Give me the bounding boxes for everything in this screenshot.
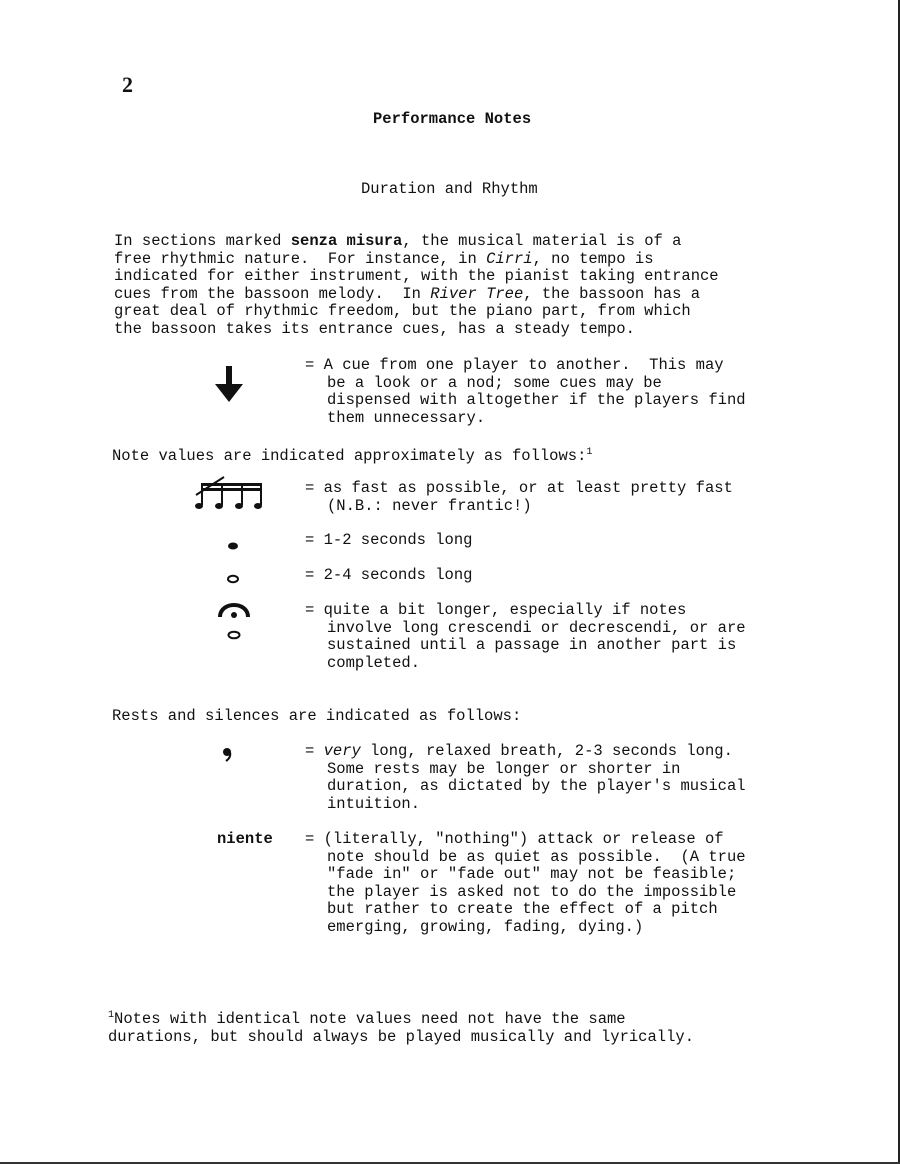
filled-notehead-icon: [226, 540, 240, 552]
fermata-definition: = quite a bit longer, especially if notes involve long crescendi or decrescendi, or are sustained until a passage in another part is completed.: [305, 601, 746, 672]
cue-definition: = A cue from one player to another. This may be a look or a nod; some cues may be dispensed with altogether if the players find them unnecessary.: [305, 356, 746, 427]
niente-term: niente: [217, 830, 273, 848]
intro-line-5: great deal of rhythmic freedom, but the piano part, from which: [114, 302, 691, 320]
intro-line-6: the bassoon takes its entrance cues, has a steady tempo.: [114, 319, 635, 338]
footnote: $^1$Notes with identical note values need not have the same durations, but should always be played musically and lyrically.: [108, 1010, 694, 1046]
breath-mark-icon: [220, 746, 236, 764]
page-number: 2: [122, 72, 133, 97]
footnote-marker: 1: [586, 447, 593, 458]
breath-definition: = very long, relaxed breath, 2-3 seconds long. Some rests may be longer or shorter in duration, as dictated by the player's musical intuition.: [305, 742, 746, 813]
open-notehead-icon: [226, 573, 240, 585]
down-arrow-icon: [212, 364, 246, 404]
intro-line-1: In sections marked senza misura, the musical material is of a: [114, 232, 682, 250]
rests-intro: Rests and silences are indicated as follows:: [112, 707, 522, 725]
intro-line-3: indicated for either instrument, with the pianist taking entrance: [114, 267, 719, 285]
intro-paragraph: [114, 233, 834, 338]
niente-definition: = (literally, "nothing") attack or release of note should be as quiet as possible. (A true "fade in" or "fade out" may not be feasible; the player is asked not to do the impossible but rather to create the effect of a pitch emerging, growing, fading, dying.): [305, 830, 746, 936]
beamed-notes-icon: [194, 473, 268, 513]
fermata-icon: [216, 597, 252, 643]
fast-notes-definition: = as fast as possible, or at least pretty fast (N.B.: never frantic!): [305, 479, 733, 515]
section-subtitle: Duration and Rhythm: [361, 180, 538, 198]
two-four-seconds-definition: = 2-4 seconds long: [305, 566, 473, 584]
one-two-seconds-definition: = 1-2 seconds long: [305, 531, 473, 549]
footnote-mark: 1: [108, 1010, 115, 1021]
intro-line-2: free rhythmic nature. For instance, in Cirri, no tempo is: [114, 249, 654, 268]
intro-line-4: cues from the bassoon melody. In River Tree, the bassoon has a: [114, 284, 701, 303]
note-values-intro: Note values are indicated approximately as follows:$^1$: [112, 447, 593, 465]
page-title: Performance Notes: [373, 110, 532, 128]
